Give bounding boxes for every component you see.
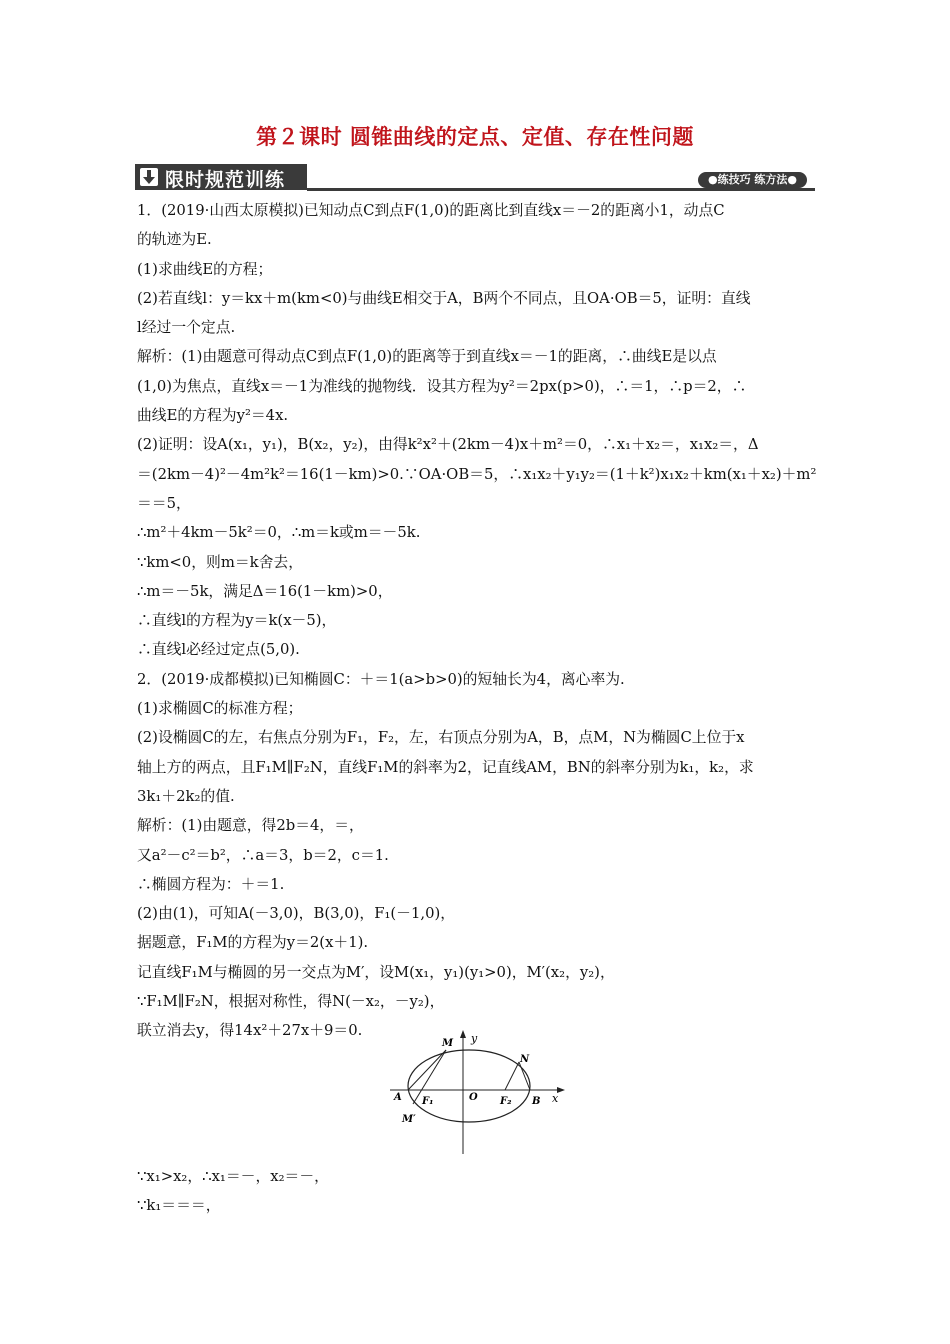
text-line: 2．(2019·成都模拟)已知椭圆C：＋＝1(a>b>0)的短轴长为4，离心率为. xyxy=(137,670,625,688)
banner-label: 限时规范训练 xyxy=(165,169,286,191)
label-O: O xyxy=(469,1092,478,1103)
text-line: ∴直线l的方程为y＝k(x－5)， xyxy=(137,612,337,630)
ellipse-curve xyxy=(408,1050,530,1122)
download-arrow-icon xyxy=(139,167,159,187)
text-line: 记直线F₁M与椭圆的另一交点为M′，设M(x₁，y₁)(y₁>0)，M′(x₂，y₂)， xyxy=(137,963,615,981)
text-line: 3k₁＋2k₂的值. xyxy=(137,787,235,805)
text-line: 轴上方的两点，且F₁M∥F₂N，直线F₁M的斜率为2，记直线AM，BN的斜率分别为k₁，k₂，求 xyxy=(137,758,754,776)
line-F2-N xyxy=(505,1062,519,1090)
text-line: ∴m²＋4km－5k²＝0，∴m＝k或m＝－5k. xyxy=(137,524,421,542)
text-line: 曲线E的方程为y²＝4x. xyxy=(137,407,289,425)
text-line: ∴直线l必经过定点(5,0). xyxy=(137,641,300,659)
text-line: ＝(2km－4)²－4m²k²＝16(1－km)>0.∵OA·OB＝5，∴x₁x₂＋y₁y₂＝(1＋k²)x₁x₂＋km(x₁＋x₂)＋m² xyxy=(137,465,817,483)
text-line: (1,0)为焦点，直线x＝－1为准线的抛物线．设其方程为y²＝2px(p>0)，∴＝1，∴p＝2，∴ xyxy=(137,377,747,395)
page-title: 第２课时 圆锥曲线的定点、定值、存在性问题 xyxy=(256,125,694,149)
text-line: ∴m＝－5k，满足Δ＝16(1－km)>0， xyxy=(137,582,393,600)
text-line: (1)求曲线E的方程； xyxy=(137,260,273,278)
text-line: (2)证明：设A(x₁，y₁)，B(x₂，y₂)，由得k²x²＋(2km－4)x＋m²＝0，∴x₁＋x₂＝，x₁x₂＝，Δ xyxy=(137,436,759,454)
text-line: l经过一个定点. xyxy=(137,319,236,337)
text-line: 据题意，F₁M的方程为y＝2(x＋1). xyxy=(137,934,369,952)
text-line: 解析：(1)由题意，得2b＝4，＝， xyxy=(137,817,364,835)
text-line: ∵km<0，则m＝k舍去， xyxy=(137,553,304,571)
text-line: 又a²－c²＝b²，∴a＝3，b＝2，c＝1. xyxy=(137,846,389,864)
text-line: (2)若直线l：y＝kx＋m(km<0)与曲线E相交于A，B两个不同点，且OA·OB＝5，证明：直线 xyxy=(137,289,751,307)
ellipse-figure xyxy=(385,1030,570,1155)
text-line: (2)设椭圆C的左，右焦点分别为F₁，F₂，左，右顶点分别为A，B，点M，N为椭圆C上位于x xyxy=(137,729,745,747)
label-x: x xyxy=(552,1092,559,1105)
text-line: ∵k₁＝＝＝， xyxy=(137,1197,221,1215)
label-F1: F₁ xyxy=(422,1096,434,1107)
label-N: N xyxy=(520,1054,530,1065)
text-line: ∵x₁>x₂，∴x₁＝－，x₂＝－， xyxy=(137,1168,329,1185)
label-B: B xyxy=(532,1096,541,1107)
text-line: ∵F₁M∥F₂N，根据对称性，得N(－x₂，－y₂)， xyxy=(137,993,445,1011)
banner-label-box xyxy=(135,164,307,190)
label-F2: F₂ xyxy=(500,1096,512,1107)
text-line: ∴椭圆方程为：＋＝1. xyxy=(137,875,285,893)
y-axis-arrow xyxy=(460,1030,466,1038)
problem-text xyxy=(137,196,817,1046)
problem-text-continued xyxy=(137,1162,817,1221)
text-line: 联立消去y，得14x²＋27x＋9＝0. xyxy=(137,1022,363,1040)
text-line: (2)由(1)，可知A(－3,0)，B(3,0)，F₁(－1,0)， xyxy=(137,905,456,923)
section-banner xyxy=(135,164,815,192)
label-y: y xyxy=(471,1032,478,1045)
text-line: 1．(2019·山西太原模拟)已知动点C到点F(1,0)的距离比到直线x＝－2的距离小1，动点C xyxy=(137,202,725,219)
banner-tag: ●练技巧 练方法● xyxy=(698,172,807,188)
banner-divider xyxy=(307,188,815,191)
text-line: ＝＝5， xyxy=(137,494,191,512)
label-M-prime: M′ xyxy=(402,1114,416,1125)
text-line: 的轨迹为E. xyxy=(137,231,212,249)
label-A: A xyxy=(394,1092,402,1103)
text-line: (1)求椭圆C的标准方程； xyxy=(137,700,303,718)
text-line: 解析：(1)由题意可得动点C到点F(1,0)的距离等于到直线x＝－1的距离，∴曲线E是以点 xyxy=(137,348,717,366)
label-M: M xyxy=(442,1038,454,1049)
